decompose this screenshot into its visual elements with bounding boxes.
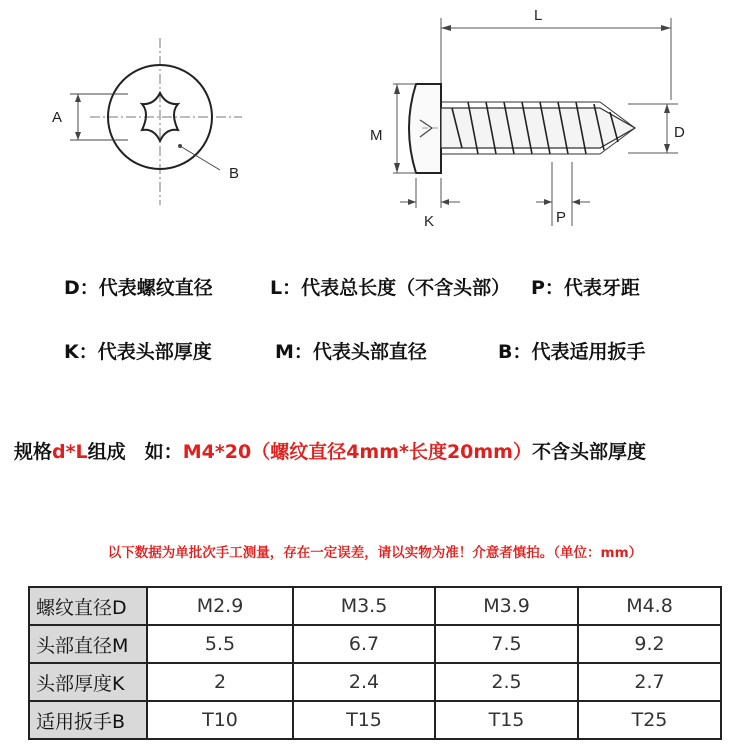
table-cell: M3.9 (435, 587, 578, 625)
table-cell: T10 (147, 701, 293, 739)
definition-p: P：代表牙距 (531, 277, 640, 299)
head-front-view (52, 38, 242, 205)
table-cell: 6.7 (293, 625, 435, 663)
spec-table (28, 586, 722, 740)
table-row (29, 701, 721, 739)
table-cell: 9.2 (578, 625, 721, 663)
label-b: B (229, 165, 240, 182)
label-m: M (370, 127, 383, 144)
screw-diagram (0, 0, 750, 250)
table-cell: M2.9 (147, 587, 293, 625)
definition-l: L：代表总长度（不含头部） (270, 277, 511, 299)
definition-d: D：代表螺纹直径 (64, 277, 213, 299)
label-k: K (424, 213, 435, 230)
label-a: A (52, 109, 63, 126)
row-header: 适用扳手B (29, 701, 147, 739)
spec-mid: 组成 如： (87, 441, 183, 463)
table-row (29, 625, 721, 663)
table-cell: 2.7 (578, 663, 721, 701)
table-cell: 2 (147, 663, 293, 701)
table-cell: 2.5 (435, 663, 578, 701)
label-d: D (674, 124, 685, 141)
definition-b: B：代表适用扳手 (498, 341, 646, 363)
label-p: P (556, 209, 567, 226)
measurement-note: 以下数据为单批次手工测量，存在一定误差，请以实物为准！介意者慎拍。（单位：mm） (107, 545, 643, 561)
screw-side-view (370, 7, 685, 230)
row-header: 头部直径M (29, 625, 147, 663)
table-cell: M4.8 (578, 587, 721, 625)
table-row (29, 663, 721, 701)
table-cell: T15 (293, 701, 435, 739)
spec-prefix: 规格 (14, 441, 53, 463)
label-l: L (534, 7, 543, 24)
definition-m: M：代表头部直径 (275, 341, 427, 363)
spec-suffix: 不含头部厚度 (531, 441, 646, 463)
spec-formula: d*L (52, 441, 88, 463)
table-cell: 2.4 (293, 663, 435, 701)
table-cell: M3.5 (293, 587, 435, 625)
table-cell: 7.5 (435, 625, 578, 663)
table-cell: T25 (578, 701, 721, 739)
definition-row-2 (0, 337, 750, 367)
table-cell: 5.5 (147, 625, 293, 663)
table-row (29, 587, 721, 625)
row-header: 头部厚度K (29, 663, 147, 701)
definition-row-1 (0, 273, 750, 303)
spec-line (14, 437, 646, 464)
table-cell: T15 (435, 701, 578, 739)
definition-k: K：代表头部厚度 (64, 341, 212, 363)
row-header: 螺纹直径D (29, 587, 147, 625)
spec-example: M4*20（螺纹直径4mm*长度20mm） (182, 441, 532, 463)
